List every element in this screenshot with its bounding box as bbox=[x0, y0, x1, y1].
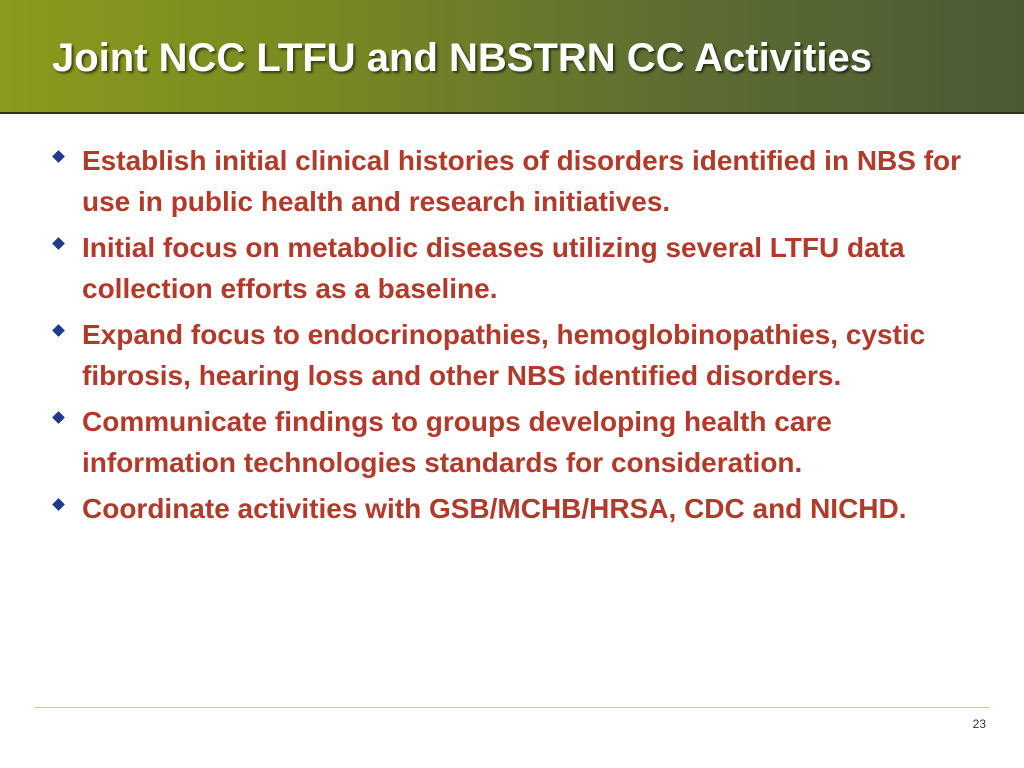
bullet-text: Communicate findings to groups developing health care information technologies standards for consideration. bbox=[82, 406, 832, 478]
bullet-text: Initial focus on metabolic diseases utilizing several LTFU data collection efforts as a baseline. bbox=[82, 232, 905, 304]
bullet-text: Coordinate activities with GSB/MCHB/HRSA, CDC and NICHD. bbox=[82, 493, 907, 524]
bullet-text: Establish initial clinical histories of disorders identified in NBS for use in public health and research initiatives. bbox=[82, 145, 962, 217]
bullet-item bbox=[50, 227, 990, 309]
diamond-bullet-icon bbox=[52, 498, 65, 511]
diamond-bullet-icon bbox=[52, 324, 65, 337]
title-bar bbox=[0, 0, 1024, 114]
page-number: 23 bbox=[972, 717, 986, 731]
footer-divider bbox=[34, 707, 990, 708]
bullet-item bbox=[50, 401, 990, 483]
bullet-item bbox=[50, 140, 990, 222]
diamond-bullet-icon bbox=[52, 150, 65, 163]
slide-title: Joint NCC LTFU and NBSTRN CC Activities bbox=[52, 36, 873, 80]
bullet-list bbox=[50, 140, 990, 534]
diamond-bullet-icon bbox=[52, 411, 65, 424]
bullet-item bbox=[50, 488, 990, 529]
diamond-bullet-icon bbox=[52, 237, 65, 250]
bullet-item bbox=[50, 314, 990, 396]
bullet-text: Expand focus to endocrinopathies, hemoglobinopathies, cystic fibrosis, hearing loss and other NBS identified disorders. bbox=[82, 319, 926, 391]
